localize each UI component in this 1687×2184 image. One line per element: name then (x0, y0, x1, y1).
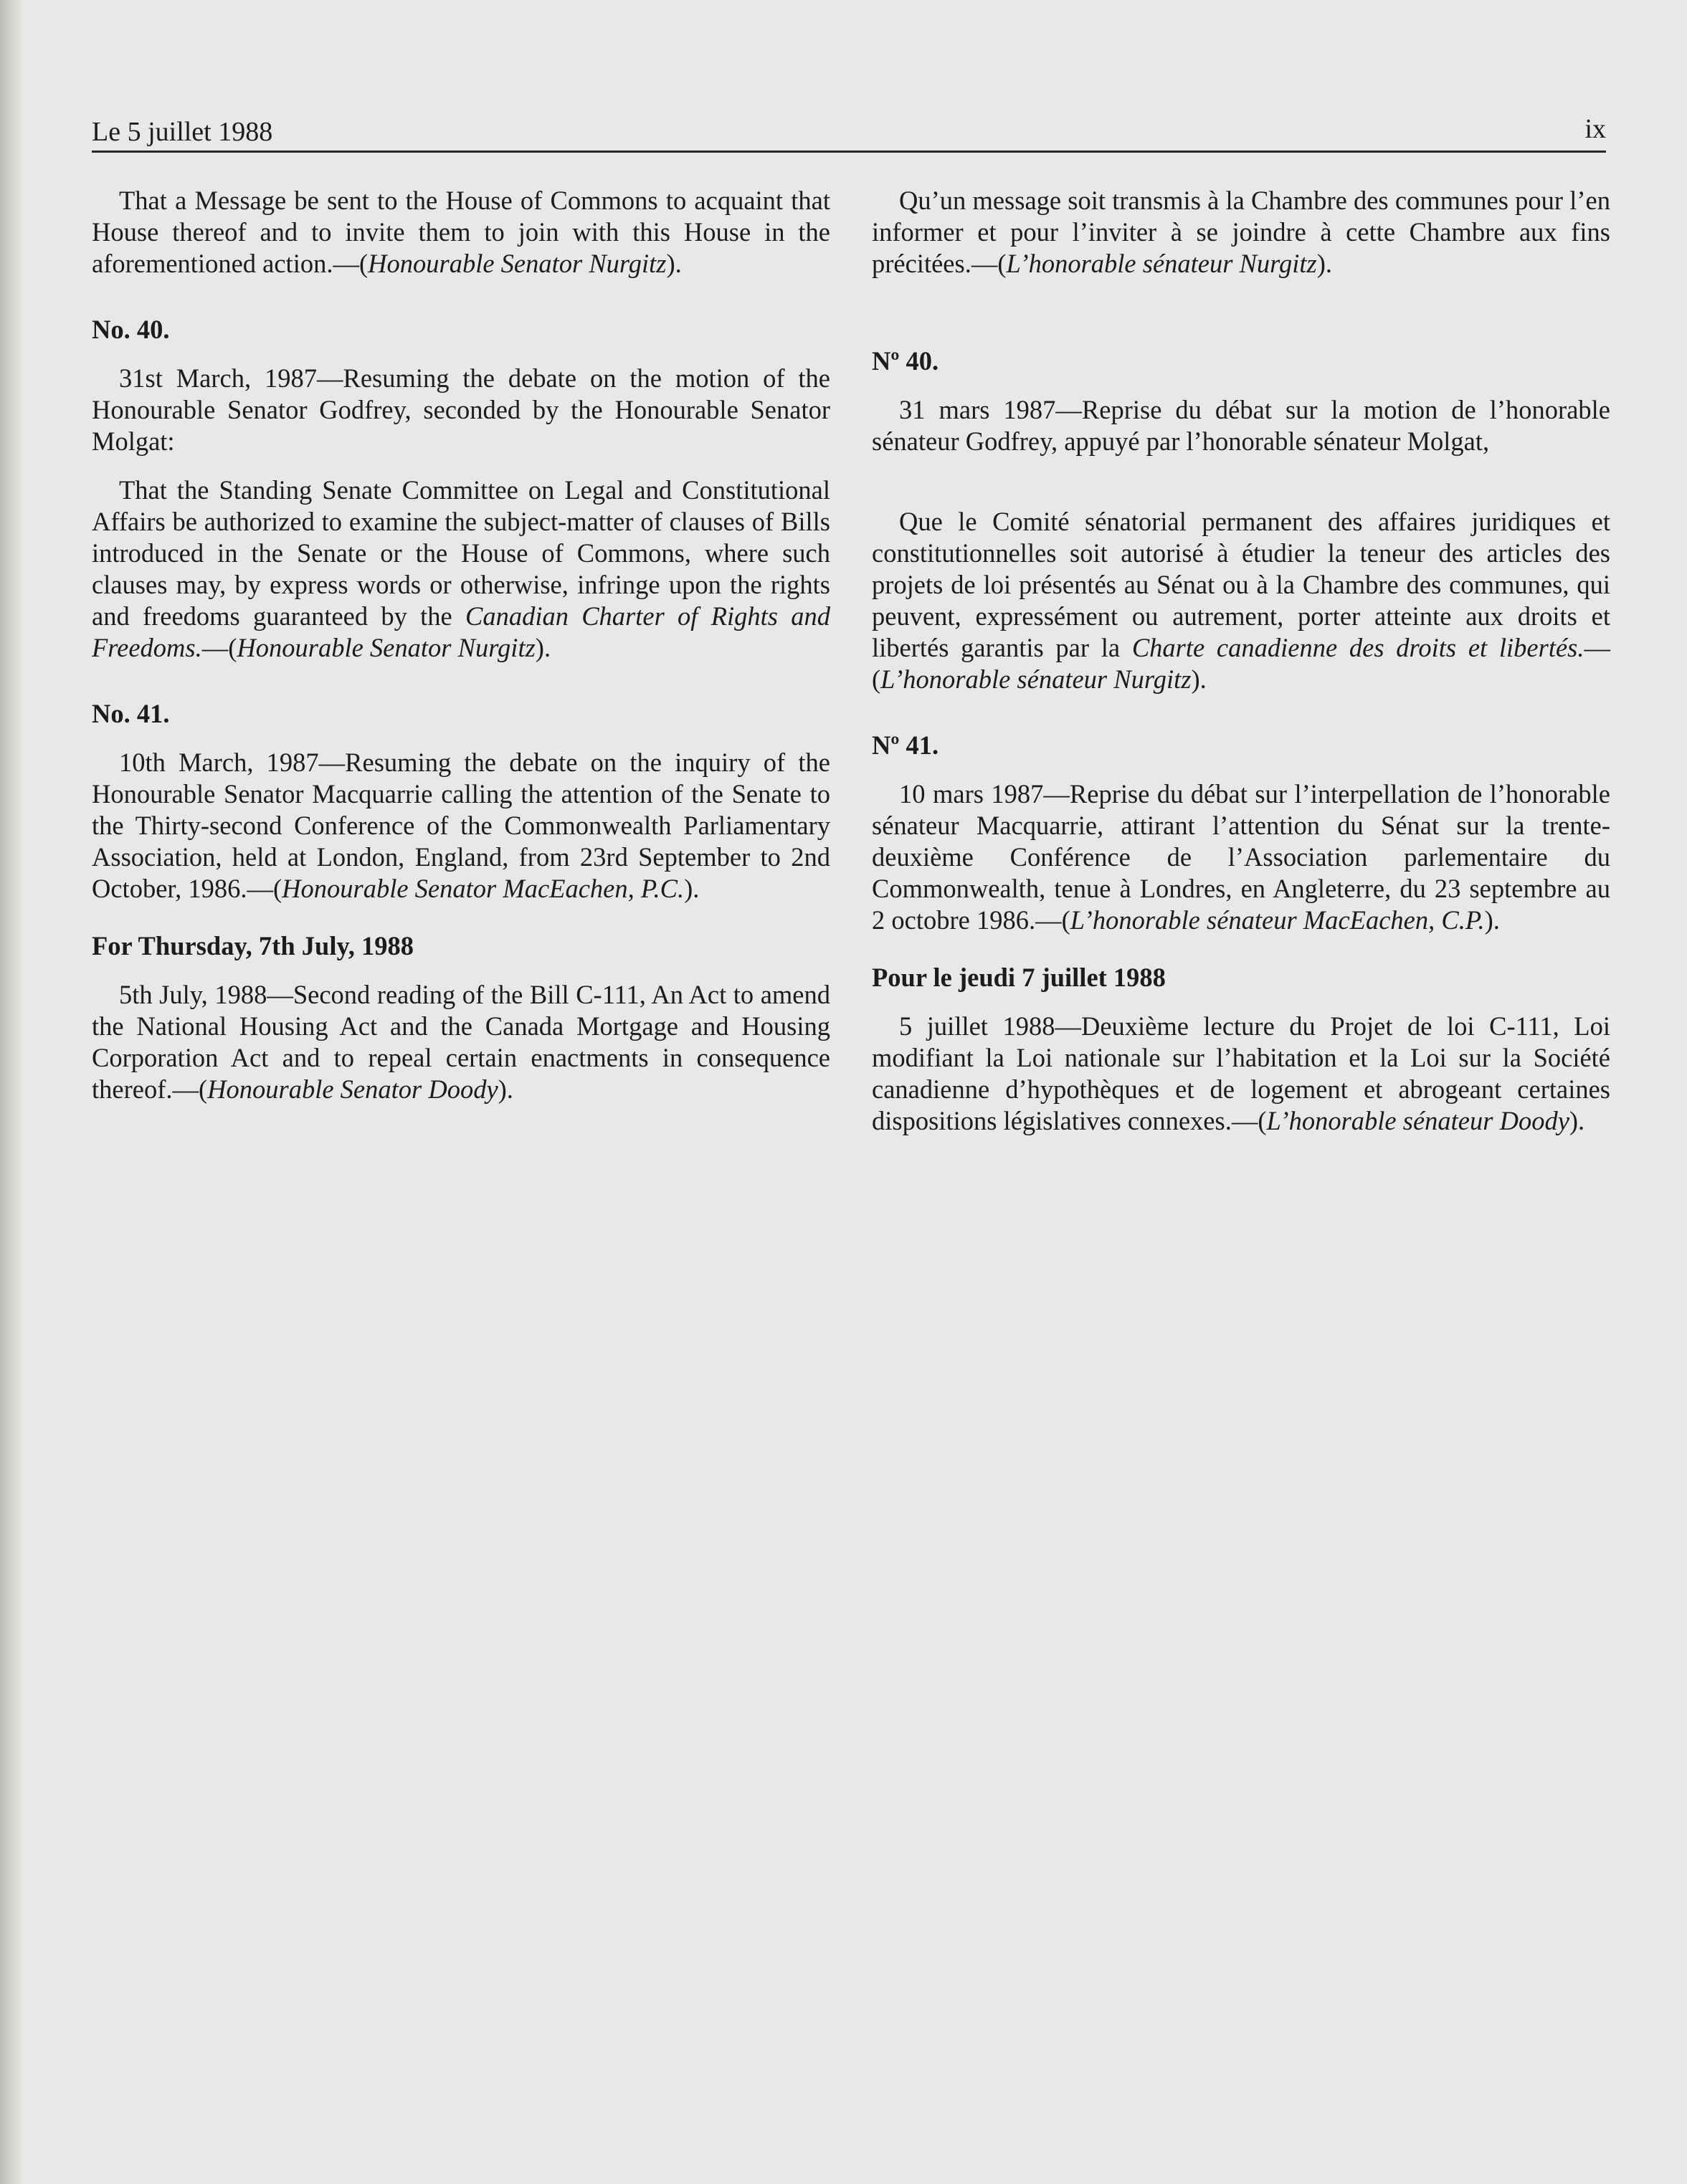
page-number: ix (1584, 114, 1606, 144)
no40-intro-en: 31st March, 1987—Resuming the debate on the motion of the Honourable Senator Godfrey, seconded by the Honourable Senator Molgat: (92, 363, 830, 456)
no40-attribution-en: Honourable Senator Nurgitz (237, 633, 536, 662)
message-text-en: That a Message be sent to the House of Commons to acquaint that House thereof and to invite them to join with this House in the aforementioned action.—( (92, 186, 830, 278)
no40-motion-en (92, 475, 830, 664)
no40-intro-fr: 31 mars 1987—Reprise du débat sur la motion de l’honorable sénateur Godfrey, appuyé par l’honorable sénateur Molgat, (872, 395, 1610, 456)
no40-dash-fr: —( (872, 633, 1610, 694)
thursday-paragraph-en (92, 979, 830, 1105)
message-attribution-fr: L’honorable sénateur Nurgitz (1006, 249, 1317, 278)
thursday-attribution-fr: L’honorable sénateur Doody (1266, 1106, 1569, 1135)
no40-heading-en: No. 40. (92, 315, 170, 344)
no41-text-en: 10th March, 1987—Resuming the debate on the inquiry of the Honourable Senator Macquarrie calling the attention of the Senate to the Thirty-second Conference of the Commonwealth Parliamentary Association, held at London, England, from 23rd September to 2nd October, 1986.—( (92, 748, 830, 903)
no41-heading-en: No. 41. (92, 699, 170, 728)
no40-motion-text-en: That the Standing Senate Committee on Legal and Constitutional Affairs be authorized to examine the subject-matter of clauses of Bills introduced in the Senate or the House of Commons, where such clauses may, by express words or otherwise, infringe upon the rights and freedoms guaranteed by the (92, 475, 830, 631)
no40-attribution-fr: L’honorable sénateur Nurgitz (880, 664, 1192, 694)
no41-paragraph-en (92, 747, 830, 905)
no41-attribution-fr: L’honorable sénateur MacEachen, C.P. (1070, 905, 1485, 935)
no40-charter-fr: Charte canadienne des droits et libertés. (1131, 633, 1584, 662)
no41-end-fr: ). (1484, 905, 1500, 935)
no41-text-fr: 10 mars 1987—Reprise du débat sur l’interpellation de l’honorable sénateur Macquarrie, attirant l’attention du Sénat sur la trente-deuxième Conférence de l’Association parlementaire du Commonwealth, tenue à Londres, en Angleterre, du 23 septembre au 2 octobre 1986.—( (872, 779, 1610, 935)
english-column (92, 185, 830, 1105)
no40-end-en: ). (535, 633, 551, 662)
no40-motion-text-fr: Que le Comité sénatorial permanent des affaires juridiques et constitutionnelles soit autorisé à étudier la teneur des articles des projets de loi présentés au Sénat ou à la Chambre des communes, qui peuvent, expressément ou autrement, porter atteinte aux droits et libertés garantis par la (872, 507, 1610, 662)
thursday-heading-en: For Thursday, 7th July, 1988 (92, 931, 414, 960)
french-column (872, 185, 1610, 1137)
header-date: Le 5 juillet 1988 (92, 117, 273, 147)
thursday-text-en: 5th July, 1988—Second reading of the Bill C-111, An Act to amend the National Housing Act and the Canada Mortgage and Housing Corporation Act and to repeal certain enactments in consequence thereof.—( (92, 980, 830, 1104)
no41-paragraph-fr (872, 778, 1610, 936)
message-end-fr: ). (1316, 249, 1333, 278)
thursday-heading-fr: Pour le jeudi 7 juillet 1988 (872, 963, 1166, 992)
message-end-en: ). (666, 249, 682, 278)
no41-end-en: ). (684, 874, 700, 903)
message-paragraph-fr (872, 185, 1610, 280)
message-paragraph-en (92, 185, 830, 280)
no41-heading-fr: Nº 41. (872, 730, 939, 760)
no40-dash-en: —( (201, 633, 237, 662)
page-header (92, 108, 1606, 153)
thursday-end-fr: ). (1569, 1106, 1585, 1135)
message-attribution-en: Honourable Senator Nurgitz (368, 249, 667, 278)
thursday-text-fr: 5 juillet 1988—Deuxième lecture du Projet de loi C-111, Loi modifiant la Loi nationale sur l’habitation et la Loi sur la Société canadienne d’hypothèques et de logement et abrogeant certaines dispositions législatives connexes.—( (872, 1011, 1610, 1135)
no40-charter-en: Canadian Charter of Rights and Freedoms. (92, 601, 830, 662)
no40-end-fr: ). (1191, 664, 1207, 694)
no40-heading-fr: Nº 40. (872, 346, 939, 376)
thursday-end-en: ). (498, 1074, 513, 1104)
thursday-attribution-en: Honourable Senator Doody (207, 1074, 498, 1104)
message-text-fr: Qu’un message soit transmis à la Chambre des communes pour l’en informer et pour l’inviter à se joindre à cette Chambre aux fins précitées.—( (872, 186, 1610, 278)
document-page (92, 108, 1610, 1135)
page-spine-shadow (0, 0, 24, 2184)
no41-attribution-en: Honourable Senator MacEachen, P.C. (282, 874, 685, 903)
thursday-paragraph-fr (872, 1011, 1610, 1137)
no40-motion-fr (872, 506, 1610, 695)
